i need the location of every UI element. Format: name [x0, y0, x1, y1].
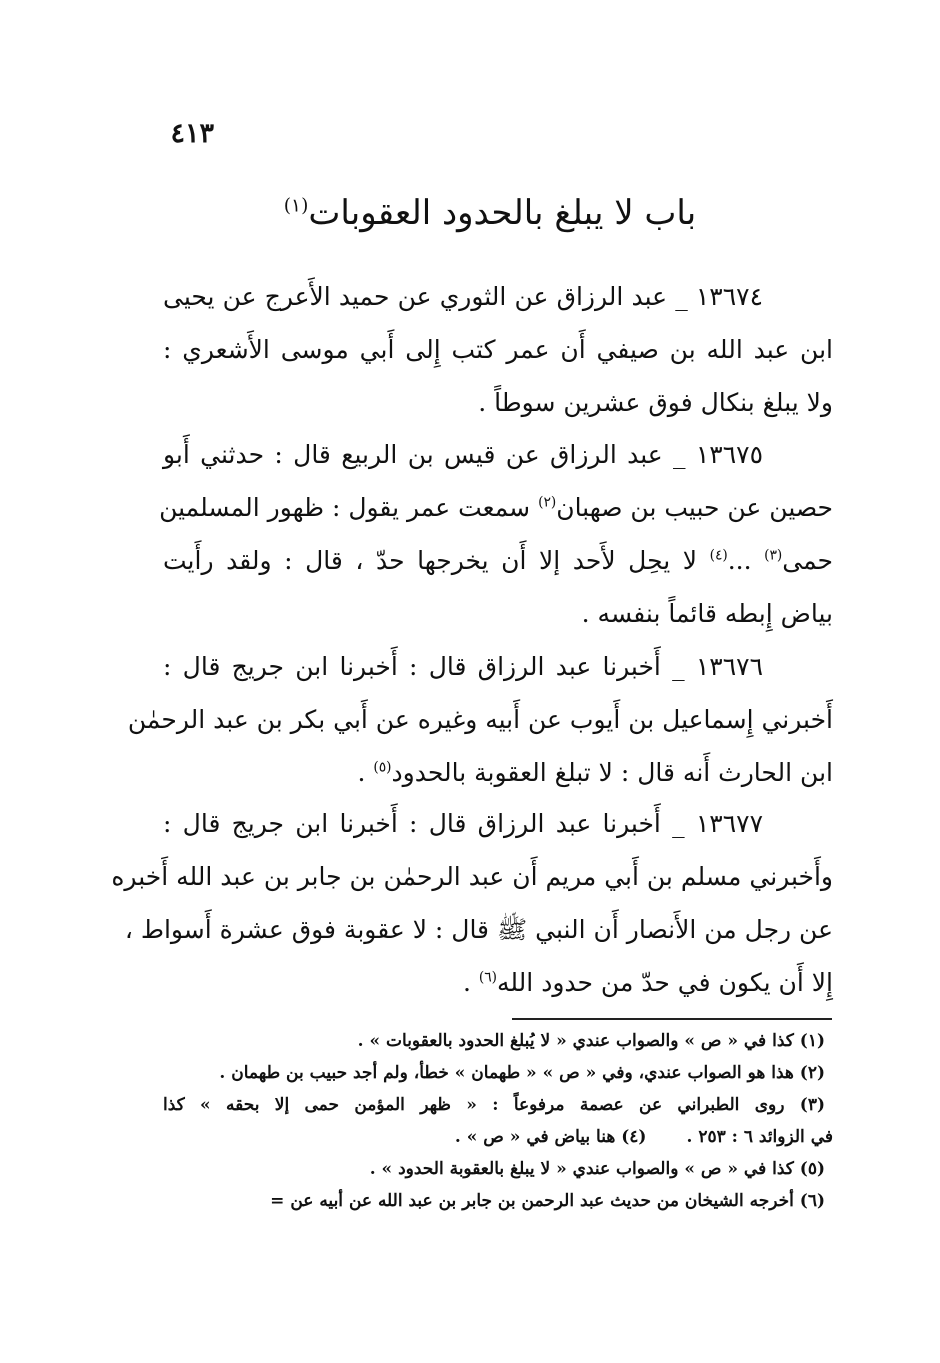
hadith-text: حمى — [782, 546, 833, 575]
footnote-5: (٥) كذا في « ص » والصواب عندي « لا يبلغ بالعقوبة الحدود » . — [369, 1159, 825, 1179]
chapter-title-text: باب لا يبلغ بالحدود العقوبات — [308, 193, 697, 233]
hadith-line: بياض إِبطه قائماً بنفسه . — [581, 599, 833, 628]
footnote-6: (٦) أخرجه الشيخان من حديث عبد الرحمن بن جابر بن عبد الله عن أبيه عن = — [270, 1191, 825, 1211]
footnote-2: (٢) هذا هو الصواب عندي، وفي « ص » « طهمان » خطأ، ولم أجد حبيب بن طهمان . — [219, 1063, 825, 1083]
title-footnote-marker: (١) — [283, 195, 309, 217]
hadith-13677 — [111, 797, 833, 1009]
footnote-marker: (٦) — [478, 969, 497, 986]
hadith-line: عن رجل من الأَنصار أَن النبي ﷺ قال : لا عقوبة فوق عشرة أَسواط ، — [124, 915, 833, 944]
hadith-line: ولا يبلغ بنكال فوق عشرين سوطاً . — [478, 388, 833, 417]
hadith-text: . — [357, 758, 374, 787]
page-number: ٤١٣ — [170, 118, 214, 149]
hadith-13674 — [163, 270, 833, 429]
hadith-line: وأَخبرني مسلم بن أَبي مريم أَن عبد الرحمٰن بن جابر بن عبد الله أَخبره — [111, 862, 833, 891]
hadith-text: . — [462, 968, 479, 997]
footnote-divider — [512, 1018, 832, 1020]
footnote-marker: (٢) — [538, 494, 557, 511]
footnote-3: (٣) روى الطبراني عن عصمة مرفوعاً : « ظهر المؤمن حمى إلا بحقه » كذا — [163, 1095, 825, 1115]
hadith-line — [159, 481, 833, 534]
hadith-line — [163, 746, 833, 799]
hadith-13675 — [159, 428, 833, 640]
hadith-line: ١٣٦٧٥ _ عبد الرزاق عن قيس بن الربيع قال : حدثني أَبو — [163, 440, 763, 469]
footnote-marker: (٥) — [373, 759, 392, 776]
chapter-title — [280, 183, 700, 243]
footnote-marker: (٤) — [709, 547, 728, 564]
hadith-text: سمعت عمر يقول : ظهور المسلمين — [159, 493, 539, 522]
hadith-text: ابن الحارث أَنه قال : لا تبلغ العقوبة بالحدود — [391, 758, 833, 787]
hadith-text: ... — [727, 546, 765, 575]
footnote-4: (٤) هنا بياض في « ص » . — [454, 1127, 647, 1147]
footnote-3-4-line — [163, 1121, 833, 1153]
hadith-line: أَخبرني إِسماعيل بن أَيوب عن أَبيه وغيره عن أَبي بكر بن عبد الرحمٰن — [127, 705, 833, 734]
footnote-marker: (٣) — [764, 547, 783, 564]
footnote-3-continued: في الزوائد ٦ : ٢٥٣ . — [686, 1127, 833, 1147]
hadith-13676 — [127, 640, 833, 799]
hadith-text: لا يحِل لأَحد إلا أَن يخرجها حدّ ، قال : ولقد رأَيت — [163, 546, 710, 575]
hadith-line: ابن عبد الله بن صيفي أَن عمر كتب إِلى أَبي موسى الأَشعري : — [163, 335, 833, 364]
hadith-line: ١٣٦٧٦ _ أَخبرنا عبد الرزاق قال : أَخبرنا ابن جريج قال : — [163, 652, 763, 681]
hadith-line — [163, 956, 833, 1009]
hadith-line: ١٣٦٧٤ _ عبد الرزاق عن الثوري عن حميد الأَعرج عن يحيى — [163, 282, 763, 311]
footnote-1: (١) كذا في « ص » والصواب عندي « لا يُبلغ الحدود بالعقوبات » . — [357, 1031, 825, 1051]
hadith-line — [163, 534, 833, 587]
footnotes — [163, 1025, 833, 1217]
hadith-line: ١٣٦٧٧ _ أَخبرنا عبد الرزاق قال : أَخبرنا ابن جريج قال : — [163, 809, 763, 838]
hadith-text: حصين عن حبيب بن صهبان — [556, 493, 833, 522]
hadith-text: إِلا أَن يكون في حدّ من حدود الله — [497, 968, 833, 997]
